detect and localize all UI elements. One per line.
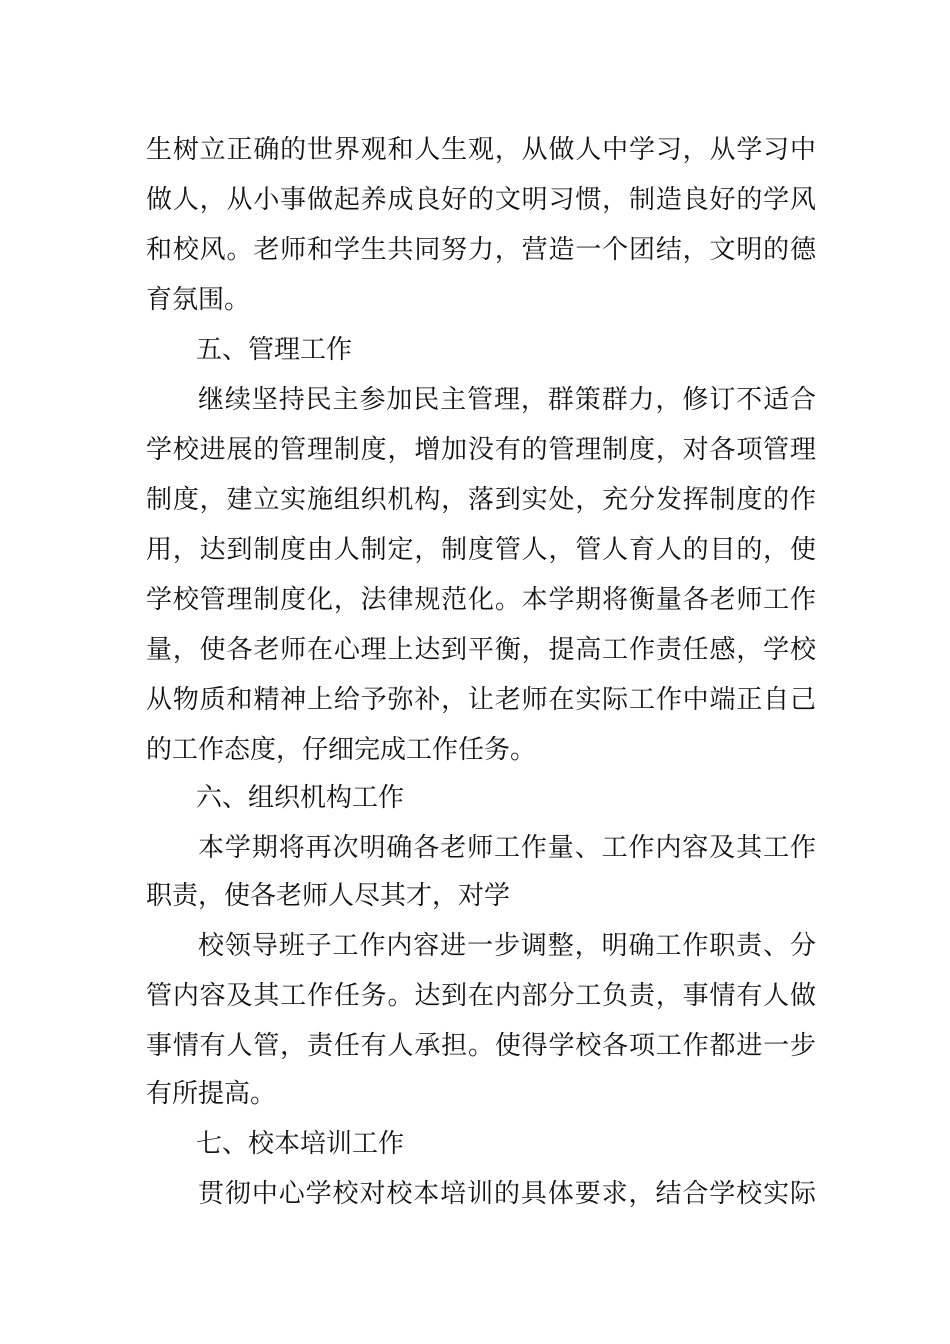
paragraph-line: 从物质和精神上给予弥补，让老师在实际工作中端正自己 (146, 685, 816, 715)
paragraph-line: 学校管理制度化，法律规范化。本学期将衡量各老师工作 (146, 585, 816, 615)
paragraph-line: 校领导班子工作内容进一步调整，明确工作职责、分 (198, 931, 816, 961)
paragraph-line: 本学期将再次明确各老师工作量、工作内容及其工作 (198, 833, 816, 863)
paragraph-line: 学校进展的管理制度，增加没有的管理制度，对各项管理 (146, 435, 816, 465)
paragraph-line: 做人，从小事做起养成良好的文明习惯，制造良好的学风 (146, 185, 816, 215)
paragraph-line: 生树立正确的世界观和人生观，从做人中学习，从学习中 (146, 135, 816, 165)
paragraph-line: 管内容及其工作任务。达到在内部分工负责，事情有人做 (146, 981, 816, 1011)
paragraph-line: 职责，使各老师人尽其才，对学 (146, 881, 511, 911)
paragraph-line: 继续坚持民主参加民主管理，群策群力，修订不适合 (198, 385, 816, 415)
section-heading: 六、组织机构工作 (196, 783, 405, 813)
paragraph-line: 量，使各老师在心理上达到平衡，提高工作责任感，学校 (146, 635, 816, 665)
section-heading: 五、管理工作 (196, 335, 353, 365)
paragraph-line: 的工作态度，仔细完成工作任务。 (146, 735, 537, 765)
paragraph-line: 贯彻中心学校对校本培训的具体要求，结合学校实际 (198, 1179, 816, 1209)
paragraph-line: 有所提高。 (146, 1079, 277, 1109)
paragraph-line: 制度，建立实施组织机构，落到实处，充分发挥制度的作 (146, 485, 816, 515)
paragraph-line: 事情有人管，责任有人承担。使得学校各项工作都进一步 (146, 1031, 816, 1061)
paragraph-line: 用，达到制度由人制定，制度管人，管人育人的目的，使 (146, 535, 816, 565)
section-heading: 七、校本培训工作 (196, 1129, 405, 1159)
paragraph-line: 和校风。老师和学生共同努力，营造一个团结，文明的德 (146, 235, 816, 265)
paragraph-line: 育氛围。 (146, 285, 251, 315)
